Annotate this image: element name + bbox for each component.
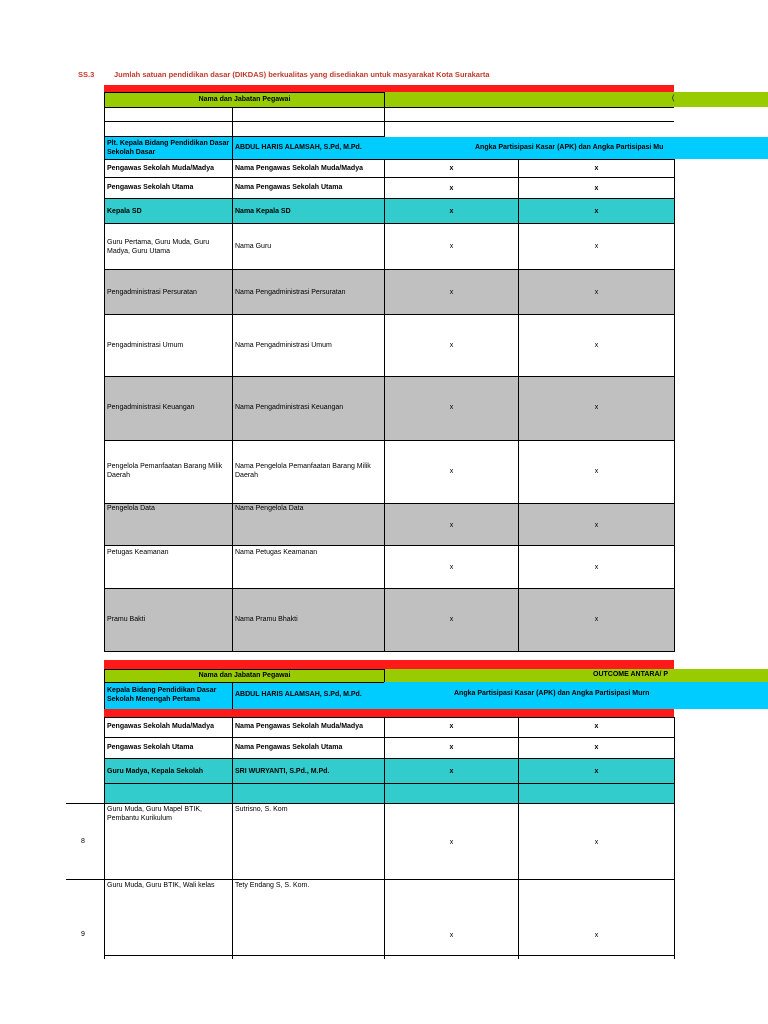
table-row-position: Petugas Keamanan [104,545,233,589]
table-row-position: Pengadministrasi Keuangan [104,376,233,441]
table-row-value: x [518,177,675,199]
table-row-value: x [384,376,519,441]
table-row-name: Nama Kepala SD [232,198,385,224]
table-row-position: Pengelola Pemanfaatan Barang Milik Daerah [104,440,233,504]
table-row-value: x [518,879,675,959]
table-row-value: x [518,376,675,441]
blank-cell [384,783,519,804]
divider [104,955,675,956]
row-number: 9 [81,931,85,938]
header-right-fragment: ( [672,95,675,102]
blank-cell [232,783,385,804]
table-row-position: Guru Madya, Kepala Sekolah [104,758,233,784]
table-row-name: Nama Pengawas Sekolah Muda/Madya [232,159,385,178]
blank-cell [518,783,675,804]
table-row-value: x [384,177,519,199]
table-row-name: Nama Pengawas Sekolah Utama [232,177,385,199]
head-name-cell: ABDUL HARIS ALAMSAH, S.Pd, M.Pd. [232,682,385,710]
divider [384,107,674,108]
divider [66,803,104,804]
outcome-header: OUTCOME ANTARA/ P [593,671,669,678]
table-row-value: x [384,314,519,377]
table-row-value: x [518,440,675,504]
table-row-value: x [518,737,675,759]
table-row-name: SRI WURYANTI, S.Pd., M.Pd. [232,758,385,784]
indicator-band: Angka Partisipasi Kasar (APK) dan Angka Partisipasi Mu [384,137,768,159]
table-row-position: Pengadministrasi Umum [104,314,233,377]
table-row-value: x [518,503,675,546]
section-title: Jumlah satuan pendidikan dasar (DIKDAS) berkualitas yang disediakan untuk masyarakat Kota Surakarta [114,70,490,79]
table-row-value: x [384,545,519,589]
table-row-name: Tety Endang S, S. Kom. [232,879,385,959]
divider [384,121,674,122]
table-row-position: Pengelola Data [104,503,233,546]
table-row-name: Nama Petugas Keamanan [232,545,385,589]
table-row-value: x [518,758,675,784]
row-number: 8 [81,838,85,845]
table-row-position: Pengawas Sekolah Utama [104,737,233,759]
table-row-value: x [518,223,675,270]
table-row-position: Guru Pertama, Guru Muda, Guru Madya, Guru Utama [104,223,233,270]
section-code: SS.3 [78,70,95,79]
table-row-value: x [384,503,519,546]
table-row-value: x [384,803,519,880]
table-row-name: Nama Pengadministrasi Umum [232,314,385,377]
table-row-name: Nama Pengawas Sekolah Utama [232,737,385,759]
table-row-value: x [384,223,519,270]
table-row-name: Nama Pengadministrasi Keuangan [232,376,385,441]
divider [66,879,104,880]
table-row-position: Kepala SD [104,198,233,224]
table-row-value: x [384,758,519,784]
table-row-name: Nama Pramu Bhakti [232,588,385,652]
table-row-value: x [518,803,675,880]
blank-cell [104,783,233,804]
head-position-cell: Plt. Kepala Bidang Pendidikan Dasar Sekolah Dasar [104,136,233,160]
table-row-name: Nama Pengadministrasi Persuratan [232,269,385,315]
table-row-name: Nama Pengawas Sekolah Muda/Madya [232,717,385,738]
blank-cell [104,107,233,122]
green-band [384,92,768,107]
table-row-value: x [518,588,675,652]
table-row-value: x [518,717,675,738]
table-row-position: Pengadministrasi Persuratan [104,269,233,315]
table-row-value: x [518,545,675,589]
table-row-value: x [384,717,519,738]
green-band [384,669,768,682]
table-row-value: x [384,879,519,959]
table-row-position: Pengawas Sekolah Muda/Madya [104,159,233,178]
table-row-position: Guru Muda, Guru BTIK, Wali kelas [104,879,233,959]
table-row-value: x [384,198,519,224]
indicator-band: Angka Partisipasi Kasar (APK) dan Angka Partisipasi Murn [384,682,768,709]
table-row-name: Sutrisno, S. Kom [232,803,385,880]
head-name-cell: ABDUL HARIS ALAMSAH, S.Pd, M.Pd. [232,136,385,160]
table-row-position: Pengawas Sekolah Muda/Madya [104,717,233,738]
table-row-value: x [518,314,675,377]
table-row-name: Nama Guru [232,223,385,270]
table-row-value: x [384,737,519,759]
table-row-value: x [384,159,519,178]
table-row-value: x [518,159,675,178]
table-row-value: x [518,269,675,315]
blank-cell [232,107,385,122]
table-row-value: x [384,588,519,652]
table-header: Nama dan Jabatan Pegawai [104,669,385,683]
blank-cell [232,121,385,137]
table-row-value: x [384,440,519,504]
table-row-value: x [518,198,675,224]
blank-cell [104,121,233,137]
head-position-cell: Kepala Bidang Pendidikan Dasar Sekolah Menengah Pertama [104,682,233,710]
table-header: Nama dan Jabatan Pegawai [104,92,385,108]
table-row-name: Nama Pengelola Data [232,503,385,546]
table-row-position: Pengawas Sekolah Utama [104,177,233,199]
table-row-position: Guru Muda, Guru Mapel BTIK, Pembantu Kurikulum [104,803,233,880]
table-row-value: x [384,269,519,315]
section-heading [78,70,490,79]
table-row-name: Nama Pengelola Pemanfaatan Barang Milik Daerah [232,440,385,504]
table-row-position: Pramu Bakti [104,588,233,652]
